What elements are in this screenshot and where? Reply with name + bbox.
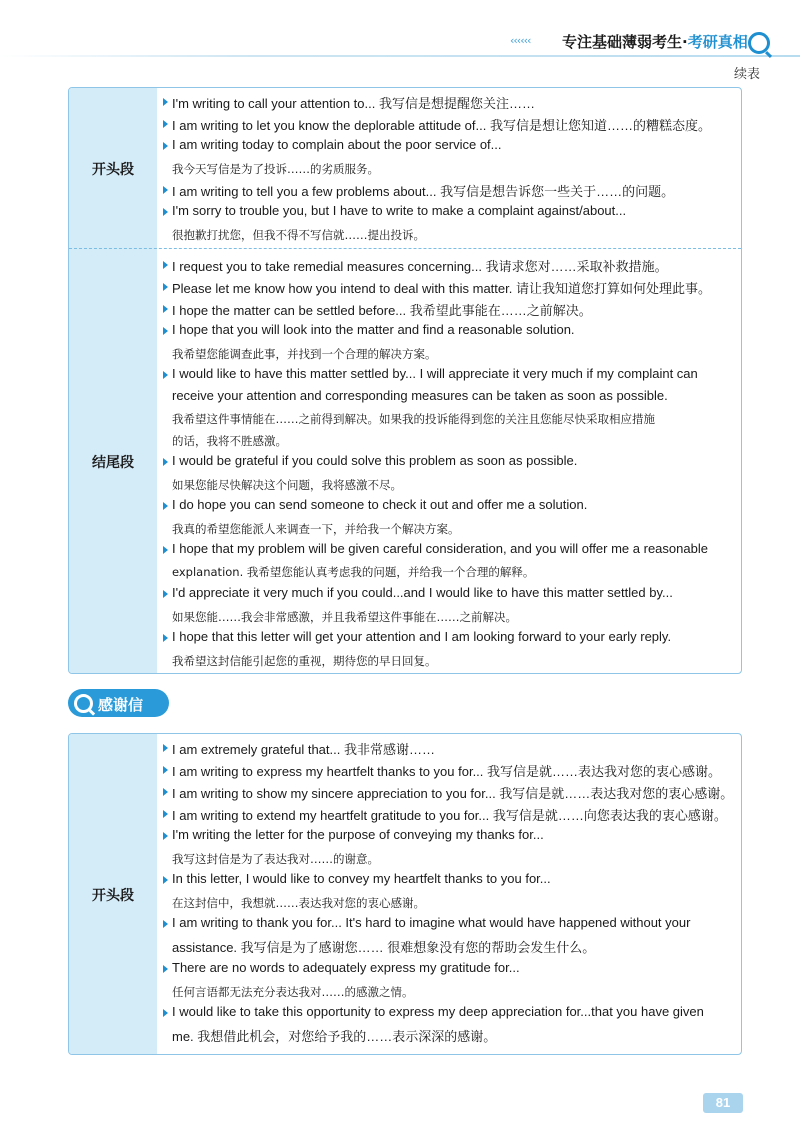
header-title — [562, 31, 748, 52]
continuation-line: explanation. 我希望您能认真考虑我的问题，并给我一个合理的解释。 — [172, 565, 535, 579]
complaint-phrases-table: 开头段 结尾段 I'm writing to call your attention to... 我写信是想提醒您关注…… I am writing to let you know the deplorable attitude of... 我写信是想让您知道……的糟糕态度。 I am writing today to complain about the poor service of... 我今天写信是为了投诉……的劣质服务。 I am writing to tell you a few problems about... 我写信是想告诉您一些关于……的问题。 I'm sorry to trouble you, but I have to write to make a complaint against/about... 很抱歉打扰您，但我不得不写信就……提出投诉。 I request you to take remedial measures concerning... 我请求您对……采取补救措施。 Please let me know how you intend to deal with this matter. 请让我知道您打算如何处理此事。 I hope the matter can be settled before... 我希望此事能在……之前解决。 I hope that you will look into the matter and find a reasonable solution. 我希望您能调查此事，并找到一个合理的解决方案。 I would like to have this matter settled by... I will appreciate it very much if my complaint can receive your attention and corresponding measures can be taken as soon as possible. 我希望这件事情能在……之前得到解决。如果我的投诉能得到您的关注且您能尽快采取相应措施 的话，我将不胜感激。 I would be grateful if you could solve this problem as soon as possible. 如果您能尽快解决这个问题，我将感激不尽。 I do hope you can send someone to check it out and offer me a solution. 我真的希望您能派人来调查一下，并给我一个解决方案。 I hope that my problem will be given careful consideration, and you will offer me a reasonable explanation. 我希望您能认真考虑我的问题，并给我一个合理的解释。 I'd appreciate it very much if you could...and I would like to have this matter settled by... 如果您能……我会非常感激，并且我希望这件事能在……之前解决。 I hope that this letter will get your attention and I am looking forward to your early reply. 我希望这封信能引起您的重视，期待您的早日回复。 — [68, 87, 742, 674]
bullet-icon — [163, 590, 168, 598]
continuation-line: assistance. 我写信是为了感谢您…… 很难想象没有您的帮助会发生什么。 — [172, 940, 596, 955]
opening-section-label: 开头段 — [92, 888, 134, 904]
bullet-icon — [163, 327, 168, 335]
translation-line: 我真的希望您能派人来调查一下，并给我一个解决方案。 — [172, 522, 460, 536]
closing-section-label: 结尾段 — [92, 455, 134, 471]
translation-line: 任何言语都无法充分表达我对……的感激之情。 — [172, 985, 414, 999]
search-q-logo-icon — [74, 694, 93, 713]
bullet-icon — [163, 546, 168, 554]
translation-line: 在这封信中，我想就……表达我对您的衷心感谢。 — [172, 896, 425, 910]
bullet-icon — [163, 965, 168, 973]
bullet-icon — [163, 634, 168, 642]
search-q-logo-icon — [748, 32, 770, 54]
bullet-icon — [163, 120, 168, 128]
translation-line: 如果您能尽快解决这个问题，我将感激不尽。 — [172, 478, 402, 492]
bullet-icon — [163, 502, 168, 510]
bullet-icon — [163, 305, 168, 313]
continuation-line: receive your attention and corresponding measures can be taken as soon as possible. — [172, 388, 668, 403]
bullet-icon — [163, 186, 168, 194]
bullet-icon — [163, 208, 168, 216]
opening-section-label: 开头段 — [92, 162, 134, 178]
translation-line: 很抱歉打扰您，但我不得不写信就……提出投诉。 — [172, 228, 425, 242]
bullet-icon — [163, 283, 168, 291]
header-arrows-icon: ‹‹‹‹‹‹ — [510, 34, 531, 47]
bullet-icon — [163, 98, 168, 106]
header-title-main: 专注基础薄弱考生· — [562, 33, 688, 51]
section-title: 感谢信 — [98, 696, 144, 714]
translation-line: 我写这封信是为了表达我对……的谢意。 — [172, 852, 379, 866]
page-header — [0, 28, 800, 56]
header-title-accent: 考研真相 — [687, 33, 748, 51]
bullet-icon — [163, 920, 168, 928]
bullet-icon — [163, 766, 168, 774]
header-rule — [0, 55, 800, 57]
section-title-tab — [68, 689, 169, 717]
continuation-line: me. 我想借此机会，对您给予我的……表示深深的感谢。 — [172, 1029, 497, 1044]
translation-line: 我希望这封信能引起您的重视，期待您的早日回复。 — [172, 654, 437, 668]
translation-line: 如果您能……我会非常感激，并且我希望这件事能在……之前解决。 — [172, 610, 517, 624]
bullet-icon — [163, 1009, 168, 1017]
bullet-icon — [163, 261, 168, 269]
thanks-phrases-table: 开头段 I am extremely grateful that... 我非常感谢…… I am writing to express my heartfelt thanks to you for... 我写信是就……表达我对您的衷心感谢。 I am writing to show my sincere appreciation to you for... 我写信是就……表达我对您的衷心感谢。 I am writing to extend my heartfelt gratitude to you for... 我写信是就……向您表达我的衷心感谢。 I'm writing the letter for the purpose of conveying my thanks for... 我写这封信是为了表达我对……的谢意。 In this letter, I would like to convey my heartfelt thanks to you for... 在这封信中，我想就……表达我对您的衷心感谢。 I am writing to thank you for... It's hard to imagine what would have happened without your assistance. 我写信是为了感谢您…… 很难想象没有您的帮助会发生什么。 There are no words to adequately express my gratitude for... 任何言语都无法充分表达我对……的感激之情。 I would like to take this opportunity to express my deep appreciation for...that you have given me. 我想借此机会，对您给予我的……表示深深的感谢。 — [68, 733, 742, 1055]
section-divider — [69, 248, 741, 249]
translation-line: 我希望这件事情能在……之前得到解决。如果我的投诉能得到您的关注且您能尽快采取相应措施 — [172, 412, 655, 426]
bullet-icon — [163, 810, 168, 818]
bullet-icon — [163, 371, 168, 379]
bullet-icon — [163, 788, 168, 796]
bullet-icon — [163, 876, 168, 884]
translation-line: 的话，我将不胜感激。 — [172, 434, 287, 448]
translation-line: 我希望您能调查此事，并找到一个合理的解决方案。 — [172, 347, 437, 361]
continued-label: 续表 — [733, 67, 760, 82]
bullet-icon — [163, 458, 168, 466]
translation-line: 我今天写信是为了投诉……的劣质服务。 — [172, 162, 379, 176]
bullet-icon — [163, 142, 168, 150]
bullet-icon — [163, 744, 168, 752]
bullet-icon — [163, 832, 168, 840]
page-number: 81 — [703, 1093, 743, 1113]
